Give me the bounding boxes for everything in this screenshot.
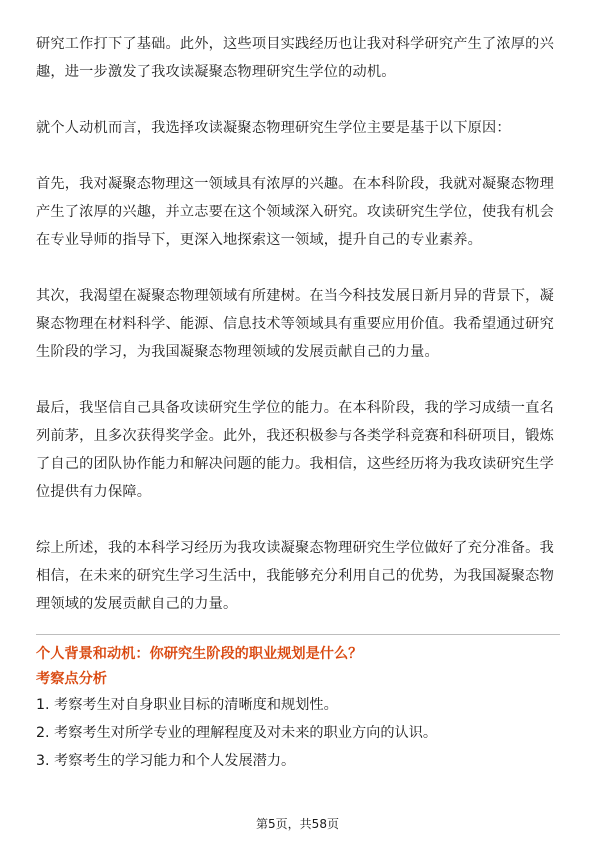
- document-body: [36, 30, 560, 775]
- paragraph-reason-first: 首先，我对凝聚态物理这一领域具有浓厚的兴趣。在本科阶段，我就对凝聚态物理产生了浓厚的兴趣，并立志要在这个领域深入研究。攻读研究生学位，使我有机会在专业导师的指导下，更深入地探索这一领域，提升自己的专业素养。: [36, 176, 554, 248]
- paragraph-reason-third: 最后，我坚信自己具备攻读研究生学位的能力。在本科阶段，我的学习成绩一直名列前茅，且多次获得奖学金。此外，我还积极参与各类学科竞赛和科研项目，锻炼了自己的团队协作能力和解决问题的能力。我相信，这些经历将为我攻读研究生学位提供有力保障。: [36, 400, 554, 500]
- paragraph-intro-continuation: 研究工作打下了基础。此外，这些项目实践经历也让我对科学研究产生了浓厚的兴趣，进一步激发了我攻读凝聚态物理研究生学位的动机。: [36, 36, 554, 80]
- page-number: 第5页，共58页: [256, 817, 339, 831]
- section-divider: [36, 634, 560, 635]
- paragraph-summary: 综上所述，我的本科学习经历为我攻读凝聚态物理研究生学位做好了充分准备。我相信，在未来的研究生学习生活中，我能够充分利用自己的优势，为我国凝聚态物理领域的发展贡献自己的力量。: [36, 540, 554, 612]
- paragraph-reason-second: 其次，我渴望在凝聚态物理领域有所建树。在当今科技发展日新月异的背景下，凝聚态物理在材料科学、能源、信息技术等领域具有重要应用价值。我希望通过研究生阶段的学习，为我国凝聚态物理领域的发展贡献自己的力量。: [36, 288, 554, 360]
- analysis-point: 2. 考察考生对所学专业的理解程度及对未来的职业方向的认识。: [36, 725, 438, 741]
- analysis-points: [36, 691, 560, 775]
- paragraph-motivation-lead: 就个人动机而言，我选择攻读凝聚态物理研究生学位主要是基于以下原因：: [36, 120, 511, 136]
- analysis-point: 3. 考察考生的学习能力和个人发展潜力。: [36, 753, 296, 769]
- question-heading: 个人背景和动机：你研究生阶段的职业规划是什么？: [36, 646, 363, 662]
- analysis-heading: 考察点分析: [36, 671, 107, 687]
- analysis-point: 1. 考察考生对自身职业目标的清晰度和规划性。: [36, 697, 338, 713]
